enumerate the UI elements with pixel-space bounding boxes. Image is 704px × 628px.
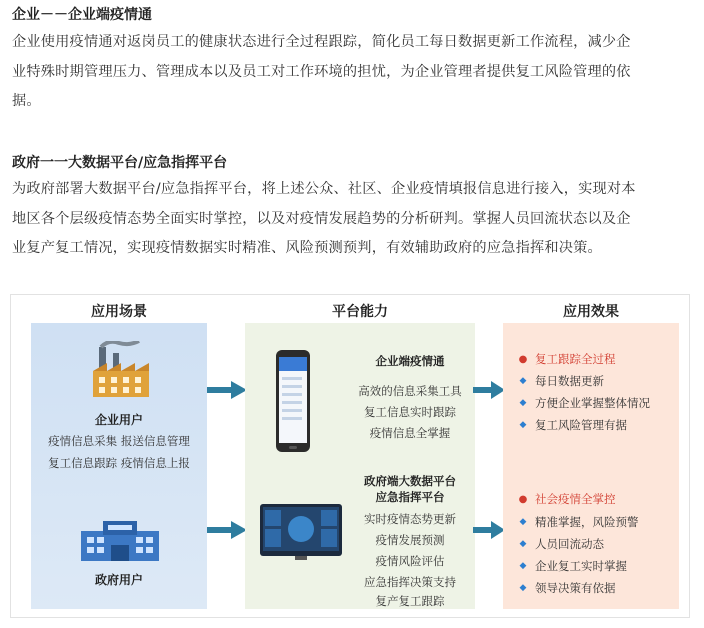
enterprise-platform-item: 高效的信息采集工具 xyxy=(358,384,462,398)
diamond-bullet-icon: ◆ xyxy=(519,376,527,386)
header-effect: 应用效果 xyxy=(563,304,619,320)
factory-icon xyxy=(89,341,159,401)
government-user-title: 政府用户 xyxy=(94,573,143,587)
government-effect-item xyxy=(517,514,639,530)
application-diagram xyxy=(10,294,690,618)
government-platform-item: 疫情风险评估 xyxy=(375,554,445,568)
diamond-bullet-icon: ◆ xyxy=(519,539,527,549)
effect-label: 方便企业掌握整体情况 xyxy=(535,396,650,410)
effect-label: 企业复工实时掌握 xyxy=(535,559,627,573)
section1-heading: 企业－－企业端疫情通 xyxy=(12,7,152,23)
arrow-right-icon xyxy=(473,521,505,539)
effect-label: 领导决策有依据 xyxy=(535,581,616,595)
government-effect-item xyxy=(517,558,627,574)
government-platform-title: 应急指挥平台 xyxy=(375,490,445,504)
effect-label: 每日数据更新 xyxy=(535,374,604,388)
effect-label: 复工风险管理有据 xyxy=(535,418,627,432)
effect-label: 人员回流动态 xyxy=(535,537,604,551)
government-platform-item: 实时疫情态势更新 xyxy=(364,512,456,526)
section1-line: 企业使用疫情通对返岗员工的健康状态进行全过程跟踪，简化员工每日数据更新工作流程，减少企 xyxy=(12,34,631,50)
government-effect-item xyxy=(517,580,616,596)
enterprise-user-line: 复工信息跟踪 疫情信息上报 xyxy=(48,456,190,470)
section2-line: 地区各个层级疫情态势全面实时掌控，以及对疫情发展趋势的分析研判。掌握人员回流状态以及企 xyxy=(12,210,631,227)
section2-heading: 政府一一大数据平台/应急指挥平台 xyxy=(12,155,228,171)
header-capability: 平台能力 xyxy=(332,304,388,320)
section1-paragraph xyxy=(12,28,692,117)
effect-label: 社会疫情全掌控 xyxy=(535,492,616,506)
enterprise-platform-title: 企业端疫情通 xyxy=(375,354,445,368)
government-effect-item xyxy=(517,536,604,552)
enterprise-user-title: 企业用户 xyxy=(94,413,143,427)
header-scenario: 应用场景 xyxy=(91,304,147,320)
red-dot-icon: ● xyxy=(518,353,528,365)
government-platform-item: 复产复工跟踪 xyxy=(375,594,445,608)
enterprise-user-line: 疫情信息采集 报送信息管理 xyxy=(48,434,190,448)
scenario-panel xyxy=(31,323,207,609)
government-platform-item: 疫情发展预测 xyxy=(375,533,445,547)
section1-line: 据。 xyxy=(12,93,41,109)
section1-line: 业特殊时期管理压力、管理成本以及员工对工作环境的担忧，为企业管理者提供复工风险管理的依 xyxy=(12,63,631,80)
enterprise-effect-item xyxy=(517,395,650,411)
effect-panel xyxy=(503,323,679,609)
government-building-icon xyxy=(75,515,165,563)
arrow-right-icon xyxy=(473,381,505,399)
effect-label: 精准掌握，风险预警 xyxy=(535,515,639,529)
section2-paragraph xyxy=(12,175,692,264)
diamond-bullet-icon: ◆ xyxy=(519,420,527,430)
enterprise-effect-highlight xyxy=(517,351,616,367)
enterprise-effect-item xyxy=(517,373,604,389)
smartphone-icon xyxy=(275,349,311,453)
dashboard-monitor-icon xyxy=(259,503,343,561)
enterprise-platform-item: 复工信息实时跟踪 xyxy=(364,405,456,419)
government-platform-title: 政府端大数据平台 xyxy=(364,474,456,488)
diamond-bullet-icon: ◆ xyxy=(519,583,527,593)
arrow-right-icon xyxy=(207,381,247,399)
diamond-bullet-icon: ◆ xyxy=(519,561,527,571)
red-dot-icon: ● xyxy=(518,493,528,505)
enterprise-platform-item: 疫情信息全掌握 xyxy=(369,426,451,440)
government-effect-highlight xyxy=(517,491,616,507)
capability-panel xyxy=(245,323,475,609)
diamond-bullet-icon: ◆ xyxy=(519,517,527,527)
diamond-bullet-icon: ◆ xyxy=(519,398,527,408)
section2-line: 业复产复工情况，实现疫情数据实时精准、风险预测预判，有效辅助政府的应急指挥和决策。 xyxy=(12,240,602,256)
enterprise-effect-item xyxy=(517,417,627,433)
government-platform-item: 应急指挥决策支持 xyxy=(364,575,456,589)
section2-line: 为政府部署大数据平台/应急指挥平台，将上述公众、社区、企业疫情填报信息进行接入，实现对本 xyxy=(12,181,636,197)
effect-label: 复工跟踪全过程 xyxy=(535,352,616,366)
arrow-right-icon xyxy=(207,521,247,539)
